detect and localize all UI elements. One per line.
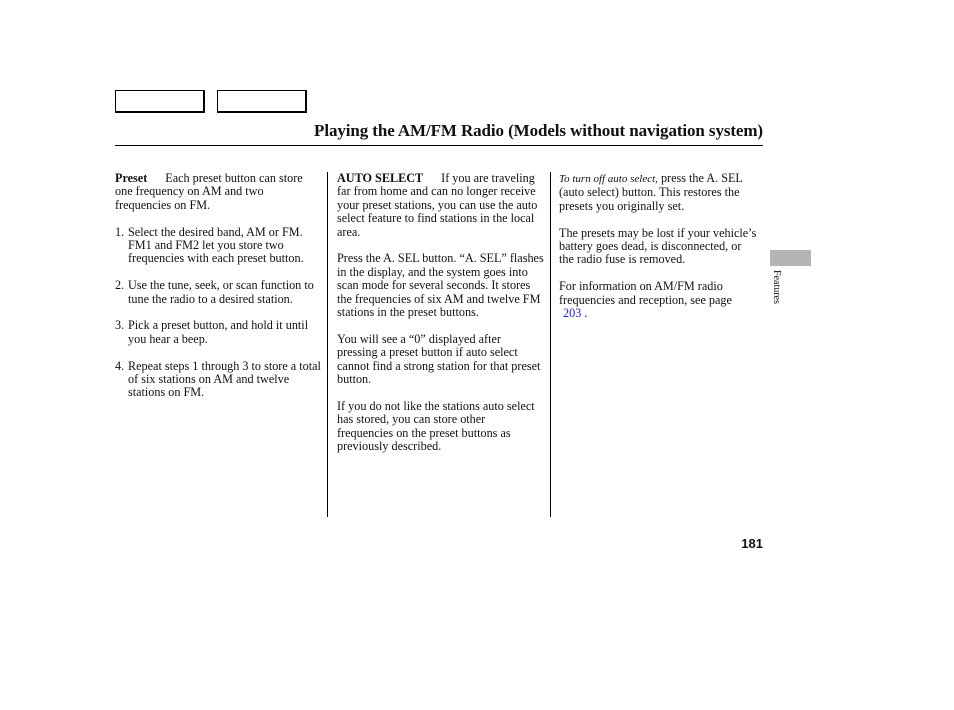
step-number: 2. xyxy=(115,278,125,293)
paragraph: The presets may be lost if your vehicle’s battery goes dead, is disconnected, or the radio fuse is removed. xyxy=(559,225,757,267)
column-auto-select xyxy=(337,172,544,467)
column-divider xyxy=(550,172,551,517)
nav-button-previous[interactable] xyxy=(115,90,205,113)
info-paragraph xyxy=(559,280,759,320)
page-number: 181 xyxy=(741,536,763,551)
section-tab-marker xyxy=(770,250,811,266)
section-label: Features xyxy=(771,270,782,304)
paragraph: Press the A. SEL button. “A. SEL” flashes in the display, and the system goes into scan mode for several seconds. It stores the frequencies of six AM and twelve FM stations in the preset buttons. xyxy=(337,251,544,320)
step-text: Use the tune, seek, or scan function to tune the radio to a desired station. xyxy=(128,278,314,306)
link-suffix: . xyxy=(581,306,588,321)
step-number: 3. xyxy=(115,318,125,333)
preset-heading: Preset xyxy=(115,171,148,185)
paragraph: If you do not like the stations auto select has stored, you can store other frequencies on the preset buttons as previously described. xyxy=(337,398,535,454)
auto-select-intro xyxy=(337,172,544,239)
paragraph: You will see a “0” displayed after pressing a preset button if auto select cannot find a strong station for that preset button. xyxy=(337,331,541,387)
preset-intro xyxy=(115,172,321,212)
step-text: Repeat steps 1 through 3 to store a total of six stations on AM and twelve stations on FM. xyxy=(128,358,321,400)
preset-step xyxy=(115,226,321,266)
auto-select-heading: AUTO SELECT xyxy=(337,171,424,185)
turn-off-lead: To turn off auto select, xyxy=(559,173,658,185)
column-divider xyxy=(327,172,328,517)
turn-off-text: press the A. SEL (auto select) button. This restores the presets you originally set. xyxy=(559,171,743,213)
turn-off-paragraph xyxy=(559,172,759,213)
step-number: 1. xyxy=(115,224,125,239)
column-preset xyxy=(115,172,321,413)
preset-step xyxy=(115,360,321,400)
preset-step xyxy=(115,319,321,346)
preset-intro-text: Each preset button can store one frequency on AM and two frequencies on FM. xyxy=(115,171,303,212)
step-number: 4. xyxy=(115,358,125,373)
page-reference-link[interactable]: 203 xyxy=(563,306,582,321)
step-text: Pick a preset button, and hold it until you hear a beep. xyxy=(128,318,309,346)
title-divider xyxy=(115,145,763,146)
preset-step xyxy=(115,279,321,306)
step-text: Select the desired band, AM or FM. FM1 and FM2 let you store two frequencies with each preset button. xyxy=(128,224,304,266)
info-text: For information on AM/FM radio frequencies and reception, see page xyxy=(559,279,732,307)
auto-select-intro-text: If you are traveling far from home and can no longer receive your preset stations, you can use the auto select feature to find stations in the local area. xyxy=(337,171,538,239)
page-title: Playing the AM/FM Radio (Models without navigation system) xyxy=(314,121,763,140)
column-auto-select-off xyxy=(559,172,759,334)
nav-button-next[interactable] xyxy=(217,90,307,113)
